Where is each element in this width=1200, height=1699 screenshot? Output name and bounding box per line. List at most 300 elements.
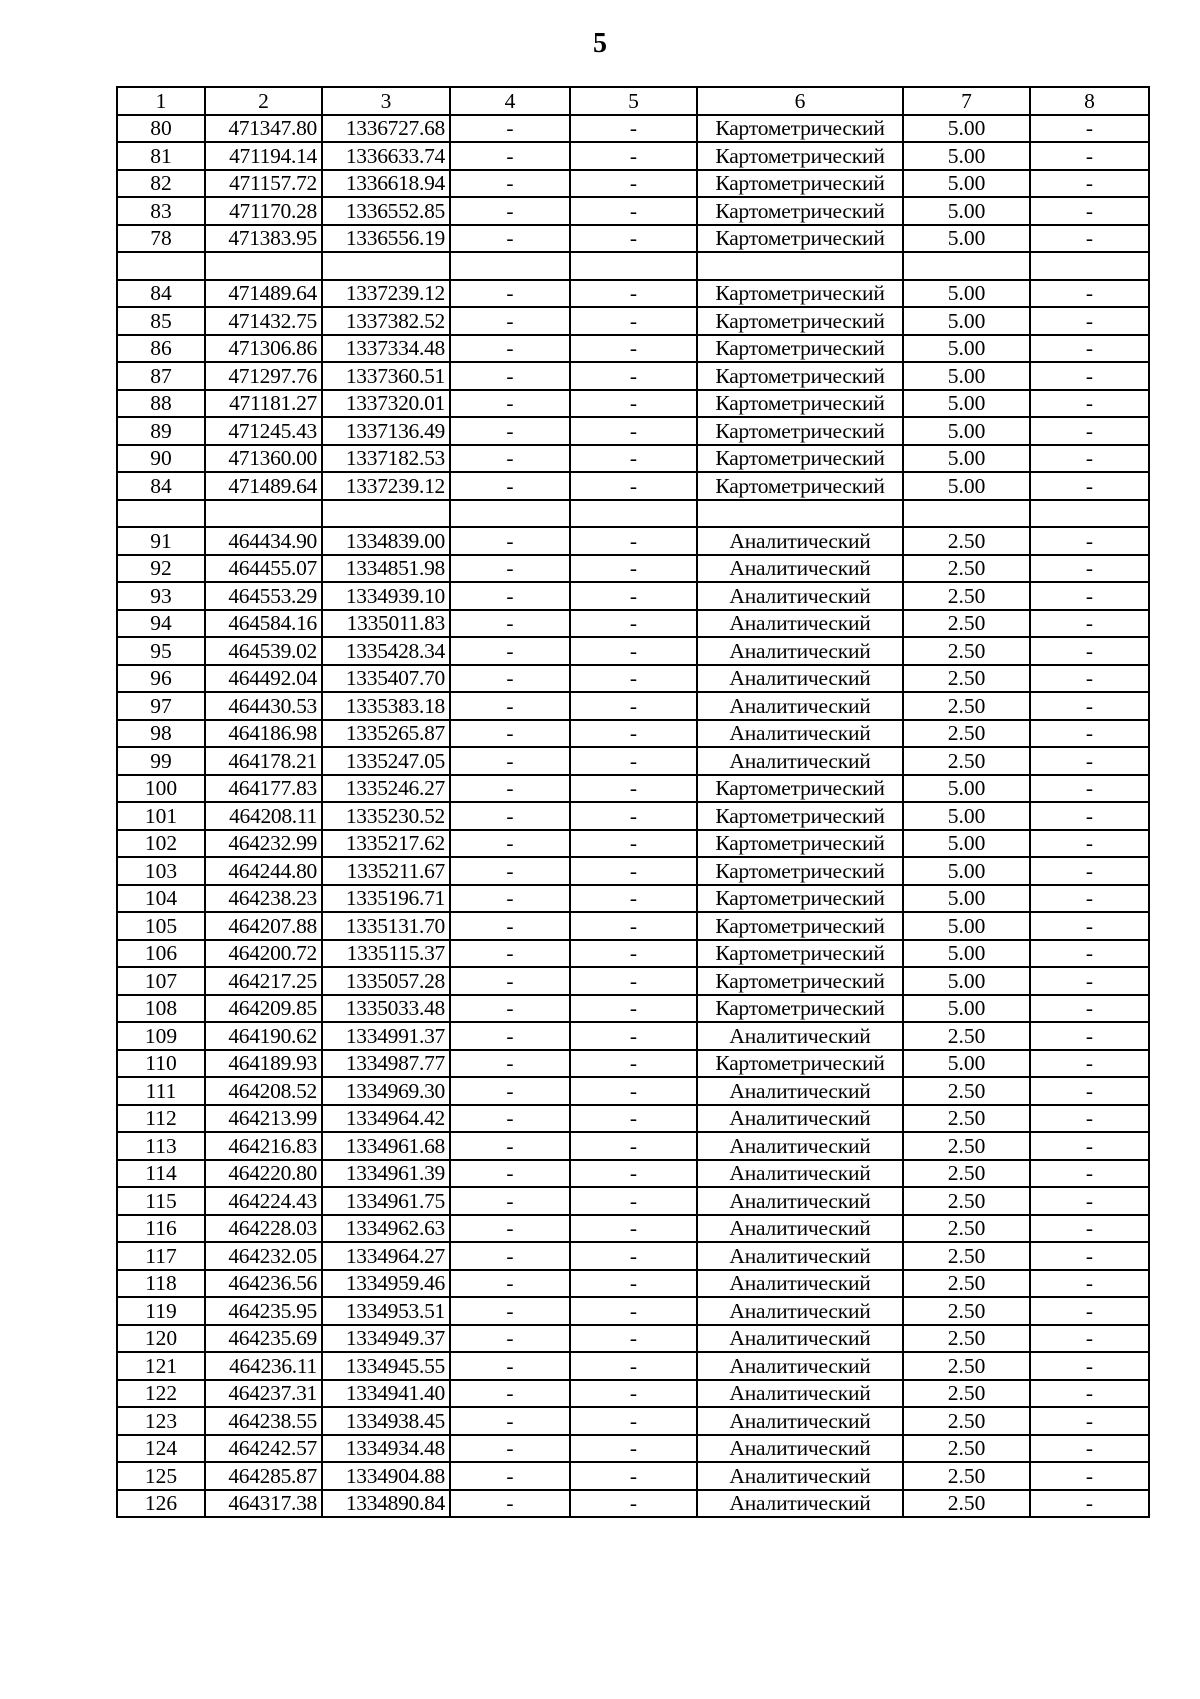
x-coordinate-cell: 464238.55 [205,1407,322,1435]
table-row [117,1187,1149,1215]
x-coordinate-cell: 464434.90 [205,527,322,555]
column-8-cell: - [1030,362,1149,390]
column-8-cell: - [1030,1132,1149,1160]
table-row [117,1077,1149,1105]
column-8-cell: - [1030,940,1149,968]
x-coordinate-cell: 464190.62 [205,1022,322,1050]
column-5-cell: - [570,940,697,968]
x-coordinate-cell: 471170.28 [205,197,322,225]
table-row [117,445,1149,473]
y-coordinate-cell [322,500,450,528]
accuracy-cell: 5.00 [903,830,1030,858]
accuracy-cell: 2.50 [903,1215,1030,1243]
column-4-cell: - [450,527,570,555]
point-number-cell: 122 [117,1380,205,1408]
point-number-cell: 90 [117,445,205,473]
column-5-cell: - [570,1407,697,1435]
column-5-cell: - [570,802,697,830]
column-4-cell: - [450,445,570,473]
column-5-cell: - [570,1325,697,1353]
x-coordinate-cell [205,252,322,280]
column-4-cell: - [450,472,570,500]
column-8-cell: - [1030,995,1149,1023]
y-coordinate-cell: 1334941.40 [322,1380,450,1408]
column-4-cell: - [450,692,570,720]
y-coordinate-cell: 1335428.34 [322,637,450,665]
column-4-cell: - [450,115,570,143]
method-cell: Картометрический [697,115,903,143]
y-coordinate-cell: 1334939.10 [322,582,450,610]
accuracy-cell: 5.00 [903,775,1030,803]
column-4-cell: - [450,1435,570,1463]
accuracy-cell [903,500,1030,528]
point-number-cell [117,252,205,280]
column-4-cell: - [450,637,570,665]
method-cell: Картометрический [697,280,903,308]
y-coordinate-cell: 1335407.70 [322,665,450,693]
column-5-cell [570,500,697,528]
method-cell: Аналитический [697,1380,903,1408]
point-number-cell: 93 [117,582,205,610]
y-coordinate-cell: 1334987.77 [322,1050,450,1078]
y-coordinate-cell: 1334839.00 [322,527,450,555]
table-row [117,115,1149,143]
column-8-cell: - [1030,1105,1149,1133]
column-8-cell: - [1030,1407,1149,1435]
column-4-cell: - [450,995,570,1023]
table-row [117,252,1149,280]
column-8-cell: - [1030,225,1149,253]
column-4-cell: - [450,1325,570,1353]
y-coordinate-cell: 1336618.94 [322,170,450,198]
point-number-cell: 85 [117,307,205,335]
table-row [117,142,1149,170]
accuracy-cell: 5.00 [903,940,1030,968]
x-coordinate-cell: 471432.75 [205,307,322,335]
column-5-cell: - [570,1077,697,1105]
accuracy-cell: 2.50 [903,555,1030,583]
point-number-cell: 99 [117,747,205,775]
column-4-cell: - [450,170,570,198]
y-coordinate-cell: 1334904.88 [322,1462,450,1490]
point-number-cell: 91 [117,527,205,555]
column-8-cell: - [1030,1242,1149,1270]
column-8-cell: - [1030,280,1149,308]
column-8-cell: - [1030,830,1149,858]
x-coordinate-cell: 471383.95 [205,225,322,253]
method-cell: Аналитический [697,582,903,610]
table-header-row [117,87,1149,115]
y-coordinate-cell: 1334945.55 [322,1352,450,1380]
table-row [117,1050,1149,1078]
column-8-cell: - [1030,1297,1149,1325]
column-8-cell: - [1030,802,1149,830]
column-8-cell: - [1030,527,1149,555]
column-5-cell: - [570,857,697,885]
column-5-cell: - [570,1160,697,1188]
point-number-cell: 121 [117,1352,205,1380]
table-row [117,1490,1149,1518]
point-number-cell: 114 [117,1160,205,1188]
accuracy-cell: 5.00 [903,307,1030,335]
method-cell: Аналитический [697,1077,903,1105]
column-8-cell: - [1030,1270,1149,1298]
table-row [117,1242,1149,1270]
table-row [117,912,1149,940]
accuracy-cell: 2.50 [903,637,1030,665]
x-coordinate-cell: 464238.23 [205,885,322,913]
table-row [117,527,1149,555]
x-coordinate-cell: 471157.72 [205,170,322,198]
column-header-1: 1 [117,87,205,115]
point-number-cell: 107 [117,967,205,995]
column-4-cell: - [450,610,570,638]
column-4-cell: - [450,940,570,968]
y-coordinate-cell: 1337182.53 [322,445,450,473]
x-coordinate-cell: 464492.04 [205,665,322,693]
method-cell: Аналитический [697,1270,903,1298]
column-8-cell: - [1030,637,1149,665]
column-header-4: 4 [450,87,570,115]
method-cell: Аналитический [697,720,903,748]
column-4-cell: - [450,802,570,830]
y-coordinate-cell: 1334991.37 [322,1022,450,1050]
y-coordinate-cell: 1335115.37 [322,940,450,968]
x-coordinate-cell: 464584.16 [205,610,322,638]
column-4-cell: - [450,665,570,693]
column-4-cell: - [450,1022,570,1050]
accuracy-cell: 2.50 [903,1022,1030,1050]
table-row [117,692,1149,720]
point-number-cell: 100 [117,775,205,803]
accuracy-cell: 2.50 [903,1490,1030,1518]
column-5-cell: - [570,610,697,638]
column-4-cell: - [450,1407,570,1435]
column-8-cell: - [1030,912,1149,940]
method-cell: Аналитический [697,1022,903,1050]
page-number: 5 [593,28,607,59]
point-number-cell: 81 [117,142,205,170]
point-number-cell: 113 [117,1132,205,1160]
column-5-cell: - [570,665,697,693]
column-8-cell: - [1030,1490,1149,1518]
column-8-cell: - [1030,1022,1149,1050]
y-coordinate-cell: 1334962.63 [322,1215,450,1243]
accuracy-cell: 2.50 [903,1352,1030,1380]
column-4-cell: - [450,885,570,913]
x-coordinate-cell: 464539.02 [205,637,322,665]
point-number-cell: 98 [117,720,205,748]
method-cell: Аналитический [697,527,903,555]
column-4-cell: - [450,1490,570,1518]
column-5-cell: - [570,1022,697,1050]
column-4-cell: - [450,362,570,390]
x-coordinate-cell: 464235.69 [205,1325,322,1353]
y-coordinate-cell: 1336556.19 [322,225,450,253]
table-row [117,830,1149,858]
x-coordinate-cell: 464213.99 [205,1105,322,1133]
table-row [117,1270,1149,1298]
method-cell: Аналитический [697,747,903,775]
accuracy-cell: 5.00 [903,445,1030,473]
method-cell: Аналитический [697,1297,903,1325]
x-coordinate-cell: 464232.99 [205,830,322,858]
column-4-cell: - [450,1105,570,1133]
accuracy-cell: 2.50 [903,1242,1030,1270]
column-5-cell: - [570,335,697,363]
column-5-cell [570,252,697,280]
point-number-cell: 84 [117,280,205,308]
y-coordinate-cell: 1337239.12 [322,280,450,308]
column-8-cell [1030,252,1149,280]
accuracy-cell: 2.50 [903,1077,1030,1105]
point-number-cell: 115 [117,1187,205,1215]
x-coordinate-cell: 464189.93 [205,1050,322,1078]
x-coordinate-cell: 464209.85 [205,995,322,1023]
y-coordinate-cell: 1335247.05 [322,747,450,775]
x-coordinate-cell: 464208.11 [205,802,322,830]
x-coordinate-cell: 464178.21 [205,747,322,775]
table-row [117,1407,1149,1435]
x-coordinate-cell: 464177.83 [205,775,322,803]
point-number-cell: 83 [117,197,205,225]
accuracy-cell: 2.50 [903,1160,1030,1188]
table-row [117,500,1149,528]
column-8-cell: - [1030,665,1149,693]
column-5-cell: - [570,390,697,418]
column-5-cell: - [570,307,697,335]
column-8-cell: - [1030,1077,1149,1105]
point-number-cell: 89 [117,417,205,445]
accuracy-cell: 2.50 [903,1132,1030,1160]
table-row [117,1352,1149,1380]
column-5-cell: - [570,555,697,583]
column-8-cell: - [1030,1050,1149,1078]
accuracy-cell: 2.50 [903,665,1030,693]
method-cell: Картометрический [697,445,903,473]
column-4-cell: - [450,142,570,170]
accuracy-cell: 5.00 [903,197,1030,225]
column-header-2: 2 [205,87,322,115]
column-4-cell: - [450,1050,570,1078]
column-5-cell: - [570,445,697,473]
method-cell: Аналитический [697,1435,903,1463]
accuracy-cell: 5.00 [903,170,1030,198]
column-4-cell: - [450,1242,570,1270]
column-4-cell: - [450,1297,570,1325]
method-cell: Картометрический [697,335,903,363]
column-5-cell: - [570,1490,697,1518]
column-4-cell: - [450,830,570,858]
x-coordinate-cell: 464228.03 [205,1215,322,1243]
table-row [117,362,1149,390]
y-coordinate-cell: 1334969.30 [322,1077,450,1105]
column-5-cell: - [570,830,697,858]
accuracy-cell: 5.00 [903,390,1030,418]
table-row [117,1132,1149,1160]
x-coordinate-cell: 464224.43 [205,1187,322,1215]
x-coordinate-cell: 471347.80 [205,115,322,143]
method-cell: Аналитический [697,1462,903,1490]
x-coordinate-cell: 471489.64 [205,280,322,308]
x-coordinate-cell [205,500,322,528]
method-cell: Аналитический [697,1352,903,1380]
y-coordinate-cell: 1336727.68 [322,115,450,143]
column-5-cell: - [570,967,697,995]
method-cell: Картометрический [697,197,903,225]
column-5-cell: - [570,692,697,720]
y-coordinate-cell: 1334949.37 [322,1325,450,1353]
column-5-cell: - [570,362,697,390]
table-row [117,225,1149,253]
accuracy-cell: 2.50 [903,1435,1030,1463]
x-coordinate-cell: 471194.14 [205,142,322,170]
column-8-cell: - [1030,857,1149,885]
y-coordinate-cell: 1334961.39 [322,1160,450,1188]
column-8-cell: - [1030,1380,1149,1408]
column-8-cell: - [1030,747,1149,775]
table-row [117,1022,1149,1050]
method-cell: Картометрический [697,940,903,968]
point-number-cell: 84 [117,472,205,500]
column-8-cell: - [1030,885,1149,913]
point-number-cell: 119 [117,1297,205,1325]
point-number-cell: 88 [117,390,205,418]
x-coordinate-cell: 464207.88 [205,912,322,940]
column-header-7: 7 [903,87,1030,115]
accuracy-cell: 5.00 [903,1050,1030,1078]
column-8-cell: - [1030,472,1149,500]
table-row [117,1215,1149,1243]
accuracy-cell: 2.50 [903,1462,1030,1490]
method-cell: Аналитический [697,692,903,720]
x-coordinate-cell: 464430.53 [205,692,322,720]
column-8-cell: - [1030,1187,1149,1215]
y-coordinate-cell: 1336552.85 [322,197,450,225]
x-coordinate-cell: 464455.07 [205,555,322,583]
point-number-cell: 94 [117,610,205,638]
y-coordinate-cell: 1335131.70 [322,912,450,940]
point-number-cell: 105 [117,912,205,940]
y-coordinate-cell: 1336633.74 [322,142,450,170]
column-5-cell: - [570,170,697,198]
column-4-cell: - [450,1132,570,1160]
column-8-cell: - [1030,390,1149,418]
table-row [117,335,1149,363]
y-coordinate-cell: 1337360.51 [322,362,450,390]
method-cell: Картометрический [697,802,903,830]
column-header-3: 3 [322,87,450,115]
point-number-cell: 102 [117,830,205,858]
column-8-cell: - [1030,1325,1149,1353]
column-8-cell: - [1030,1462,1149,1490]
accuracy-cell: 5.00 [903,885,1030,913]
y-coordinate-cell: 1334961.75 [322,1187,450,1215]
table-row [117,885,1149,913]
column-8-cell: - [1030,555,1149,583]
method-cell: Аналитический [697,1325,903,1353]
column-8-cell: - [1030,445,1149,473]
accuracy-cell [903,252,1030,280]
column-4-cell: - [450,1270,570,1298]
method-cell: Аналитический [697,1105,903,1133]
point-number-cell: 97 [117,692,205,720]
column-5-cell: - [570,995,697,1023]
point-number-cell: 96 [117,665,205,693]
column-5-cell: - [570,197,697,225]
y-coordinate-cell: 1334964.42 [322,1105,450,1133]
method-cell: Аналитический [697,1160,903,1188]
table-row [117,857,1149,885]
point-number-cell: 106 [117,940,205,968]
accuracy-cell: 2.50 [903,1270,1030,1298]
x-coordinate-cell: 464220.80 [205,1160,322,1188]
table-row [117,555,1149,583]
y-coordinate-cell: 1334934.48 [322,1435,450,1463]
point-number-cell: 103 [117,857,205,885]
column-4-cell: - [450,1160,570,1188]
column-8-cell: - [1030,1435,1149,1463]
y-coordinate-cell: 1335383.18 [322,692,450,720]
accuracy-cell: 5.00 [903,472,1030,500]
column-5-cell: - [570,1297,697,1325]
column-4-cell [450,252,570,280]
x-coordinate-cell: 464236.11 [205,1352,322,1380]
column-5-cell: - [570,912,697,940]
y-coordinate-cell: 1337136.49 [322,417,450,445]
x-coordinate-cell: 464216.83 [205,1132,322,1160]
y-coordinate-cell: 1334890.84 [322,1490,450,1518]
x-coordinate-cell: 471489.64 [205,472,322,500]
column-8-cell: - [1030,720,1149,748]
column-5-cell: - [570,1435,697,1463]
accuracy-cell: 2.50 [903,692,1030,720]
y-coordinate-cell [322,252,450,280]
point-number-cell: 123 [117,1407,205,1435]
table-row [117,665,1149,693]
table-row [117,775,1149,803]
point-number-cell: 124 [117,1435,205,1463]
x-coordinate-cell: 464237.31 [205,1380,322,1408]
column-5-cell: - [570,1187,697,1215]
column-4-cell: - [450,197,570,225]
column-8-cell: - [1030,417,1149,445]
column-5-cell: - [570,747,697,775]
x-coordinate-cell: 464186.98 [205,720,322,748]
method-cell: Картометрический [697,912,903,940]
y-coordinate-cell: 1337382.52 [322,307,450,335]
method-cell: Картометрический [697,390,903,418]
column-5-cell: - [570,1050,697,1078]
column-8-cell: - [1030,115,1149,143]
accuracy-cell: 2.50 [903,582,1030,610]
column-4-cell: - [450,1462,570,1490]
table-row [117,1297,1149,1325]
method-cell: Картометрический [697,967,903,995]
column-4-cell: - [450,747,570,775]
column-4-cell: - [450,857,570,885]
method-cell: Картометрический [697,142,903,170]
method-cell: Аналитический [697,637,903,665]
method-cell: Картометрический [697,885,903,913]
point-number-cell: 82 [117,170,205,198]
column-8-cell: - [1030,692,1149,720]
column-4-cell: - [450,1215,570,1243]
method-cell: Аналитический [697,1242,903,1270]
column-header-8: 8 [1030,87,1149,115]
y-coordinate-cell: 1334959.46 [322,1270,450,1298]
accuracy-cell: 5.00 [903,995,1030,1023]
